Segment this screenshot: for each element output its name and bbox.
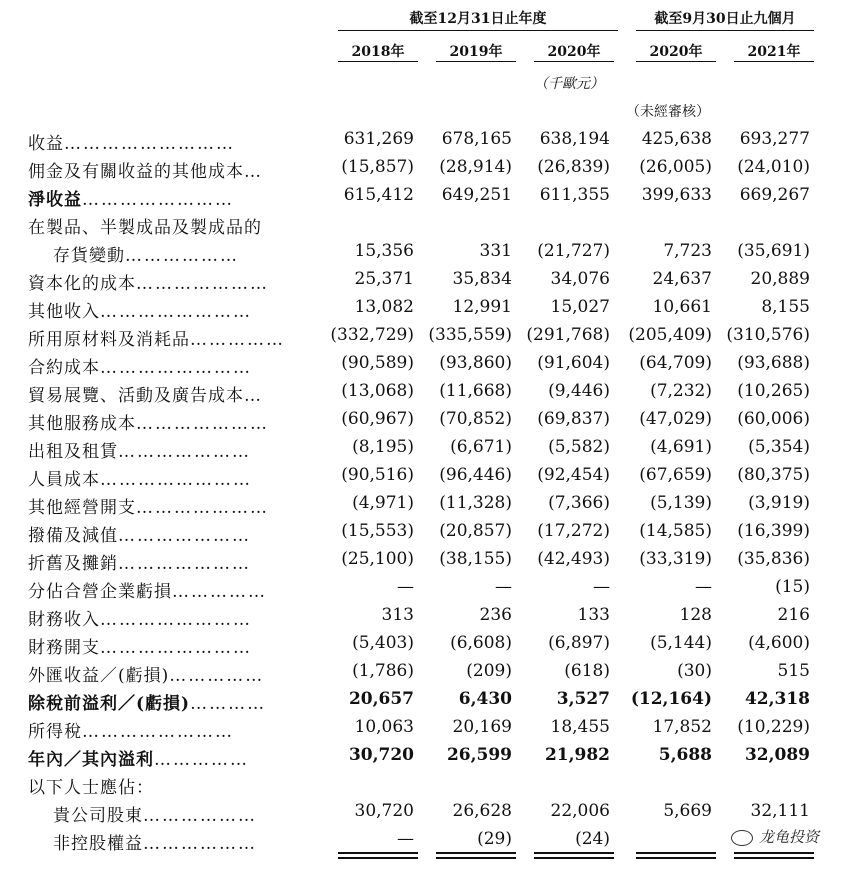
table-row <box>0 267 845 295</box>
row-value-col-5: 515 <box>777 661 810 681</box>
row-value-col-2: (20,857) <box>439 521 512 541</box>
row-label-text: 所得稅 <box>28 722 82 742</box>
bottom-rule-4b <box>636 857 716 859</box>
row-value-col-4: (14,585) <box>639 521 712 541</box>
row-value-col-5: (16,399) <box>737 521 810 541</box>
row-value-col-3: (9,446) <box>548 381 610 401</box>
table-row <box>0 323 845 351</box>
unaudited-note: （未經審核） <box>626 104 710 120</box>
row-label <box>53 801 257 826</box>
row-label-text: 財務開支 <box>28 638 100 658</box>
row-value-col-1: 30,720 <box>354 801 414 821</box>
table-row <box>0 799 845 827</box>
table-row <box>0 239 845 267</box>
row-value-col-1: 25,371 <box>354 269 414 289</box>
table-row <box>0 659 845 687</box>
row-label-leader: …………………… <box>100 610 252 630</box>
table-row <box>0 183 845 211</box>
row-label-leader: …………………… <box>82 190 234 210</box>
row-value-col-5: (3,919) <box>748 493 810 513</box>
row-value-col-2: (93,860) <box>439 353 512 373</box>
row-label-text: 外匯收益／(虧損) <box>28 666 170 686</box>
row-value-col-1: 615,412 <box>343 185 414 205</box>
row-label <box>28 577 267 602</box>
table-row <box>0 211 845 239</box>
row-value-col-5: (24,010) <box>737 157 810 177</box>
row-value-col-4: 7,723 <box>663 241 712 261</box>
row-value-col-3: (92,454) <box>537 465 610 485</box>
row-value-col-5: (80,375) <box>737 465 810 485</box>
row-value-col-1: (1,786) <box>352 661 414 681</box>
table-row <box>0 743 845 771</box>
row-value-col-5: 32,089 <box>744 745 810 765</box>
watermark-text: 龙龟投资 <box>758 828 819 846</box>
row-label-leader: … <box>244 162 263 182</box>
header-group-nine-months-rule <box>636 30 814 31</box>
row-label-text: 在製品、半製成品及製成品的 <box>28 218 262 238</box>
row-label-text: 人員成本 <box>28 470 100 490</box>
row-value-col-3: (618) <box>564 661 610 681</box>
row-label-text: 出租及租賃 <box>28 442 118 462</box>
year-col-5: 2021年 <box>747 44 801 60</box>
row-label-text: 淨收益 <box>28 190 82 210</box>
row-label-text: 年內／其內溢利 <box>28 750 154 770</box>
bottom-rule-5b <box>734 857 814 859</box>
row-value-col-3: 3,527 <box>556 689 610 709</box>
row-value-col-5: 42,318 <box>744 689 810 709</box>
row-label <box>53 829 257 854</box>
table-row <box>0 127 845 155</box>
row-value-col-1: (15,553) <box>341 521 414 541</box>
row-value-col-2: (38,155) <box>439 549 512 569</box>
row-value-col-5: (35,836) <box>737 549 810 569</box>
row-value-col-2: 678,165 <box>441 129 512 149</box>
table-row <box>0 491 845 519</box>
row-label <box>28 521 251 546</box>
table-row <box>0 379 845 407</box>
row-value-col-3: 18,455 <box>550 717 610 737</box>
row-value-col-3: 15,027 <box>550 297 610 317</box>
row-value-col-1: 15,356 <box>354 241 414 261</box>
table-row <box>0 715 845 743</box>
row-label-text: 撥備及減值 <box>28 526 118 546</box>
row-label-leader: ………………… <box>118 526 251 546</box>
row-value-col-5: 693,277 <box>739 129 810 149</box>
row-value-col-5: (93,688) <box>737 353 810 373</box>
row-value-col-5: 32,111 <box>750 801 810 821</box>
row-value-col-4: (205,409) <box>628 325 712 345</box>
row-value-col-3: 638,194 <box>539 129 610 149</box>
row-label <box>28 213 262 238</box>
row-value-col-4: (64,709) <box>639 353 712 373</box>
row-value-col-1: (5,403) <box>352 633 414 653</box>
row-value-col-1: (13,068) <box>341 381 414 401</box>
bottom-rule-1b <box>338 857 418 859</box>
table-row <box>0 631 845 659</box>
row-label-text: 存貨變動 <box>53 246 125 266</box>
header-group-annual: 截至12月31日止年度 <box>409 11 547 27</box>
row-label-leader: ………………… <box>136 414 269 434</box>
row-label-leader: …………………… <box>100 638 252 658</box>
row-value-col-5: 216 <box>777 605 810 625</box>
row-value-col-2: — <box>495 577 512 597</box>
watermark <box>731 826 819 847</box>
row-label-text: 收益 <box>28 134 64 154</box>
row-label <box>53 241 239 266</box>
row-value-col-4: (67,659) <box>639 465 712 485</box>
row-value-col-1: (4,971) <box>352 493 414 513</box>
row-label <box>28 353 252 378</box>
row-value-col-2: (70,852) <box>439 409 512 429</box>
row-label-leader: ……………… <box>125 246 239 266</box>
year-rule-1 <box>338 61 418 62</box>
year-rule-3 <box>534 61 614 62</box>
bottom-rule-5a <box>734 852 814 854</box>
wechat-icon <box>731 830 753 846</box>
table-row <box>0 603 845 631</box>
row-label <box>28 269 269 294</box>
row-value-col-2: 35,834 <box>452 269 512 289</box>
row-value-col-4: (4,691) <box>650 437 712 457</box>
table-row <box>0 155 845 183</box>
row-value-col-1: 631,269 <box>343 129 414 149</box>
year-col-2: 2019年 <box>449 44 503 60</box>
row-value-col-2: 26,628 <box>452 801 512 821</box>
bottom-rule-2a <box>436 852 516 854</box>
row-value-col-3: (21,727) <box>537 241 610 261</box>
row-label-text: 財務收入 <box>28 610 100 630</box>
row-value-col-1: (25,100) <box>341 549 414 569</box>
row-value-col-1: — <box>397 577 414 597</box>
row-label-leader: ………………… <box>136 498 269 518</box>
bottom-rule-3a <box>534 852 614 854</box>
row-value-col-5: (5,354) <box>748 437 810 457</box>
year-rule-2 <box>436 61 516 62</box>
row-value-col-1: — <box>397 829 414 849</box>
row-value-col-3: (69,837) <box>537 409 610 429</box>
row-value-col-3: 133 <box>577 605 610 625</box>
row-value-col-4: (12,164) <box>630 689 712 709</box>
row-value-col-2: (6,608) <box>450 633 512 653</box>
table-row <box>0 295 845 323</box>
row-value-col-4: 399,633 <box>641 185 712 205</box>
row-value-col-2: (96,446) <box>439 465 512 485</box>
table-row <box>0 519 845 547</box>
row-value-col-3: 22,006 <box>550 801 610 821</box>
row-label-leader: …………… <box>154 750 249 770</box>
year-rule-5 <box>734 61 814 62</box>
row-value-col-4: (5,139) <box>650 493 712 513</box>
row-label-leader: …………………… <box>100 302 252 322</box>
header-group-annual-rule <box>338 30 618 31</box>
row-label-text: 其他服務成本 <box>28 414 136 434</box>
row-value-col-4: (30) <box>677 661 712 681</box>
row-label <box>28 633 252 658</box>
row-value-col-2: 20,169 <box>452 717 512 737</box>
table-row <box>0 407 845 435</box>
table-row <box>0 547 845 575</box>
row-value-col-3: (42,493) <box>537 549 610 569</box>
row-value-col-1: (332,729) <box>330 325 414 345</box>
row-value-col-3: (26,839) <box>537 157 610 177</box>
row-label <box>28 437 251 462</box>
row-label <box>28 297 252 322</box>
row-label-leader: ………………… <box>118 442 251 462</box>
row-label-leader: ……………… <box>143 806 257 826</box>
row-value-col-1: (90,589) <box>341 353 414 373</box>
row-label-text: 分佔合營企業虧損 <box>28 582 172 602</box>
row-value-col-2: 12,991 <box>452 297 512 317</box>
row-label-text: 以下人士應佔： <box>28 778 154 798</box>
row-value-col-5: (4,600) <box>748 633 810 653</box>
row-value-col-1: (8,195) <box>352 437 414 457</box>
header-group-nine-months: 截至9月30日止九個月 <box>654 11 796 27</box>
row-label-text: 合約成本 <box>28 358 100 378</box>
row-label-text: 貴公司股東 <box>53 806 143 826</box>
row-value-col-2: (335,559) <box>428 325 512 345</box>
year-col-3: 2020年 <box>547 44 601 60</box>
row-value-col-2: (6,671) <box>450 437 512 457</box>
row-label-leader: …………… <box>190 330 285 350</box>
row-value-col-1: (90,516) <box>341 465 414 485</box>
row-label <box>28 745 249 770</box>
row-value-col-1: 313 <box>381 605 414 625</box>
row-label-leader: ……………………… <box>64 134 235 154</box>
row-value-col-2: (11,668) <box>439 381 512 401</box>
row-label <box>28 689 266 714</box>
row-value-col-2: (209) <box>466 661 512 681</box>
row-value-col-1: 30,720 <box>348 745 414 765</box>
row-value-col-3: (5,582) <box>548 437 610 457</box>
row-label-leader: …………… <box>169 666 265 686</box>
row-value-col-3: — <box>593 577 610 597</box>
row-value-col-3: (24) <box>575 829 610 849</box>
row-value-col-1: (15,857) <box>341 157 414 177</box>
row-value-col-5: (35,691) <box>737 241 810 261</box>
row-label <box>28 661 264 686</box>
row-label-text: 資本化的成本 <box>28 274 136 294</box>
bottom-rule-1a <box>338 852 418 854</box>
bottom-rule-3b <box>534 857 614 859</box>
row-value-col-1: (60,967) <box>341 409 414 429</box>
row-label-text: 所用原材料及消耗品 <box>28 330 190 350</box>
row-label-leader: …………………… <box>100 470 252 490</box>
row-value-col-5: 8,155 <box>761 297 810 317</box>
row-value-col-4: 10,661 <box>652 297 712 317</box>
row-value-col-3: (91,604) <box>537 353 610 373</box>
row-label-text: 其他經營開支 <box>28 498 136 518</box>
row-label-text: 折舊及攤銷 <box>28 554 118 574</box>
year-rule-4 <box>636 61 716 62</box>
row-label-leader: ………………… <box>118 554 251 574</box>
year-col-4: 2020年 <box>649 44 703 60</box>
row-value-col-5: (15) <box>775 577 810 597</box>
row-label <box>28 185 234 210</box>
row-value-col-4: 24,637 <box>652 269 712 289</box>
row-value-col-4: 128 <box>679 605 712 625</box>
row-label-text: 佣金及有關收益的其他成本 <box>28 162 244 182</box>
row-label <box>28 381 263 406</box>
table-row <box>0 575 845 603</box>
row-label <box>28 605 252 630</box>
row-label <box>28 129 235 154</box>
row-value-col-5: (60,006) <box>737 409 810 429</box>
table-row <box>0 463 845 491</box>
row-value-col-1: 13,082 <box>354 297 414 317</box>
table-row <box>0 827 845 855</box>
row-value-col-3: (291,768) <box>526 325 610 345</box>
row-value-col-2: 6,430 <box>458 689 512 709</box>
table-row <box>0 435 845 463</box>
row-value-col-3: (7,366) <box>548 493 610 513</box>
row-value-col-4: (47,029) <box>639 409 712 429</box>
row-label-text: 貿易展覽、活動及廣告成本 <box>28 386 244 406</box>
row-value-col-4: 17,852 <box>652 717 712 737</box>
row-label <box>28 465 252 490</box>
row-label-text: 其他收入 <box>28 302 100 322</box>
row-value-col-2: (28,914) <box>439 157 512 177</box>
row-label <box>28 157 263 182</box>
row-label-leader: …………………… <box>100 358 252 378</box>
row-label <box>28 717 234 742</box>
row-label <box>28 549 251 574</box>
row-value-col-5: (310,576) <box>726 325 810 345</box>
row-label-text: 非控股權益 <box>53 834 143 854</box>
row-value-col-3: (6,897) <box>548 633 610 653</box>
row-value-col-4: — <box>695 577 712 597</box>
year-col-1: 2018年 <box>351 44 405 60</box>
row-label-leader: …………………… <box>82 722 234 742</box>
row-value-col-5: 669,267 <box>739 185 810 205</box>
bottom-rule-4a <box>636 852 716 854</box>
row-value-col-4: 425,638 <box>641 129 712 149</box>
row-value-col-4: 5,669 <box>663 801 712 821</box>
bottom-rule-2b <box>436 857 516 859</box>
row-label <box>28 409 269 434</box>
row-label-leader: ……………… <box>143 834 257 854</box>
row-label-leader: … <box>244 386 263 406</box>
row-value-col-5: (10,265) <box>737 381 810 401</box>
row-value-col-2: 26,599 <box>446 745 512 765</box>
row-value-col-4: 5,688 <box>658 745 712 765</box>
row-label-leader: ………… <box>190 694 267 714</box>
row-value-col-2: 331 <box>479 241 512 261</box>
table-row <box>0 687 845 715</box>
row-value-col-2: 236 <box>479 605 512 625</box>
row-value-col-3: 34,076 <box>550 269 610 289</box>
unit-note: （千歐元） <box>534 76 604 92</box>
row-value-col-4: (33,319) <box>639 549 712 569</box>
table-row <box>0 351 845 379</box>
row-value-col-4: (5,144) <box>650 633 712 653</box>
row-value-col-4: (7,232) <box>650 381 712 401</box>
row-value-col-2: 649,251 <box>441 185 512 205</box>
row-label <box>28 493 269 518</box>
row-label-text: 除稅前溢利／(虧損) <box>28 694 191 714</box>
table-row <box>0 771 845 799</box>
row-value-col-3: 611,355 <box>539 185 610 205</box>
row-label <box>28 773 154 798</box>
row-value-col-5: (10,229) <box>737 717 810 737</box>
row-value-col-3: (17,272) <box>537 521 610 541</box>
row-value-col-5: 20,889 <box>750 269 810 289</box>
row-value-col-1: 10,063 <box>354 717 414 737</box>
row-label <box>28 325 285 350</box>
row-value-col-1: 20,657 <box>348 689 414 709</box>
row-value-col-2: (11,328) <box>439 493 512 513</box>
row-value-col-4: (26,005) <box>639 157 712 177</box>
row-label-leader: ………………… <box>136 274 269 294</box>
row-value-col-3: 21,982 <box>544 745 610 765</box>
row-value-col-2: (29) <box>477 829 512 849</box>
row-label-leader: …………… <box>172 582 267 602</box>
